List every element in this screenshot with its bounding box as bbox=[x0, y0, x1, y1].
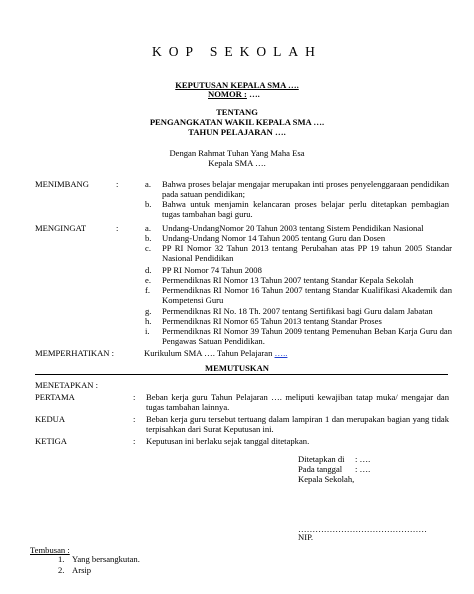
consideration-text: Kurikulum SMA …. Tahun Pelajaran ….. bbox=[144, 348, 288, 358]
date-label: Pada tanggal bbox=[298, 464, 343, 474]
list-item: Undang-Undang Nomor 14 Tahun 2005 tentang Guru dan Dosen bbox=[162, 233, 386, 243]
list-item: Permendiknas RI Nomor 13 Tahun 2007 tentang Standar Kepala Sekolah bbox=[162, 275, 414, 285]
invocation: Dengan Rahmat Tuhan Yang Maha Esa bbox=[169, 148, 305, 158]
list-item: Permendiknas RI Nomor 65 Tahun 2013 tentang Standar Proses bbox=[162, 316, 382, 326]
list-key: c. bbox=[145, 243, 151, 253]
list-item: PP RI Nomor 74 Tahun 2008 bbox=[162, 265, 262, 275]
decision-text: Keputusan ini berlaku sejak tanggal ditetapkan. bbox=[146, 436, 310, 446]
list-item: Permendiknas RI Nomor 16 Tahun 2007 tentang Standar Kualifikasi Akademik dan Kompetensi Guru bbox=[162, 285, 452, 305]
cc-label: Tembusan : bbox=[30, 545, 70, 555]
issuer: Kepala SMA …. bbox=[208, 158, 266, 168]
list-item: Bahwa proses belajar mengajar merupakan inti proses penyelenggaraan pendidikan pada satuan pendidikan; bbox=[162, 179, 449, 199]
place-value: : …. bbox=[355, 454, 371, 464]
list-item: Permendiknas RI Nomor 39 Tahun 2009 tentang Pemenuhan Beban Karja Guru dan Pengawas Satuan Pendidikan. bbox=[162, 326, 452, 346]
list-item: Permendiknas RI No. 18 Th. 2007 tentang Sertifikasi bagi Guru dalam Jabatan bbox=[162, 306, 433, 316]
date-value: : …. bbox=[355, 464, 371, 474]
section-colon: : bbox=[133, 392, 136, 402]
list-key: b. bbox=[145, 199, 152, 209]
list-key: a. bbox=[145, 223, 151, 233]
cc-item: Yang bersangkutan. bbox=[72, 554, 140, 564]
section-label-menetapkan: MENETAPKAN : bbox=[35, 380, 99, 390]
list-key: h. bbox=[145, 316, 152, 326]
section-colon: : bbox=[116, 223, 119, 233]
cc-number: 1. bbox=[58, 554, 65, 564]
list-key: b. bbox=[145, 233, 152, 243]
section-colon: : bbox=[133, 414, 136, 424]
signature-line: ……………………………………… bbox=[298, 524, 427, 534]
letterhead-title: KOP SEKOLAH bbox=[152, 44, 322, 59]
section-label-memperhatikan: MEMPERHATIKAN : bbox=[35, 348, 115, 358]
list-key: d. bbox=[145, 265, 152, 275]
decree-number: NOMOR : …. bbox=[208, 89, 260, 99]
section-colon: : bbox=[133, 436, 136, 446]
list-key: i. bbox=[145, 326, 150, 336]
section-label-pertama: PERTAMA bbox=[35, 392, 75, 402]
about-label: TENTANG bbox=[216, 107, 258, 117]
cc-number: 2. bbox=[58, 565, 65, 575]
list-item: Bahwa untuk menjamin kelancaran proses belajar perlu ditetapkan pembagian tugas tambahan bagi guru. bbox=[162, 199, 449, 219]
decree-title: KEPUTUSAN KEPALA SMA …. bbox=[175, 80, 299, 90]
section-label-ketiga: KETIGA bbox=[35, 436, 67, 446]
subject-line-2: TAHUN PELAJARAN …. bbox=[188, 127, 286, 137]
subject-line-1: PENGANGKATAN WAKIL KEPALA SMA …. bbox=[149, 117, 325, 127]
list-key: e. bbox=[145, 275, 151, 285]
placeholder-link: ….. bbox=[274, 348, 288, 358]
decides-heading: MEMUTUSKAN bbox=[205, 363, 269, 373]
list-key: g. bbox=[145, 306, 152, 316]
place-label: Ditetapkan di bbox=[298, 454, 345, 464]
list-item: PP RI Nomor 32 Tahun 2013 tentang Perubahan atas PP 19 tahun 2005 Standar Nasional Pendidikan bbox=[162, 243, 452, 263]
section-label-menimbang: MENIMBANG bbox=[35, 179, 89, 189]
section-colon: : bbox=[116, 179, 119, 189]
nip-label: NIP. bbox=[298, 532, 314, 542]
decision-text: Beban kerja guru Tahun Pelajaran …. meliputi kewajiban tatap muka/ mengajar dan tugas tambahan lainnya. bbox=[146, 392, 449, 412]
decision-text: Beban kerja guru tersebut tertuang dalam lampiran 1 dan merupakan bagian yang tidak terpisahkan dari Surat Keputusan ini. bbox=[146, 414, 449, 434]
section-label-kedua: KEDUA bbox=[35, 414, 66, 424]
list-key: a. bbox=[145, 179, 151, 189]
signer-title: Kepala Sekolah, bbox=[298, 474, 355, 484]
list-key: f. bbox=[145, 285, 151, 295]
cc-item: Arsip bbox=[72, 565, 92, 575]
divider-line bbox=[35, 374, 448, 375]
section-label-mengingat: MENGINGAT bbox=[35, 223, 87, 233]
list-item: Undang-UndangNomor 20 Tahun 2003 tentang Sistem Pendidikan Nasional bbox=[162, 223, 424, 233]
